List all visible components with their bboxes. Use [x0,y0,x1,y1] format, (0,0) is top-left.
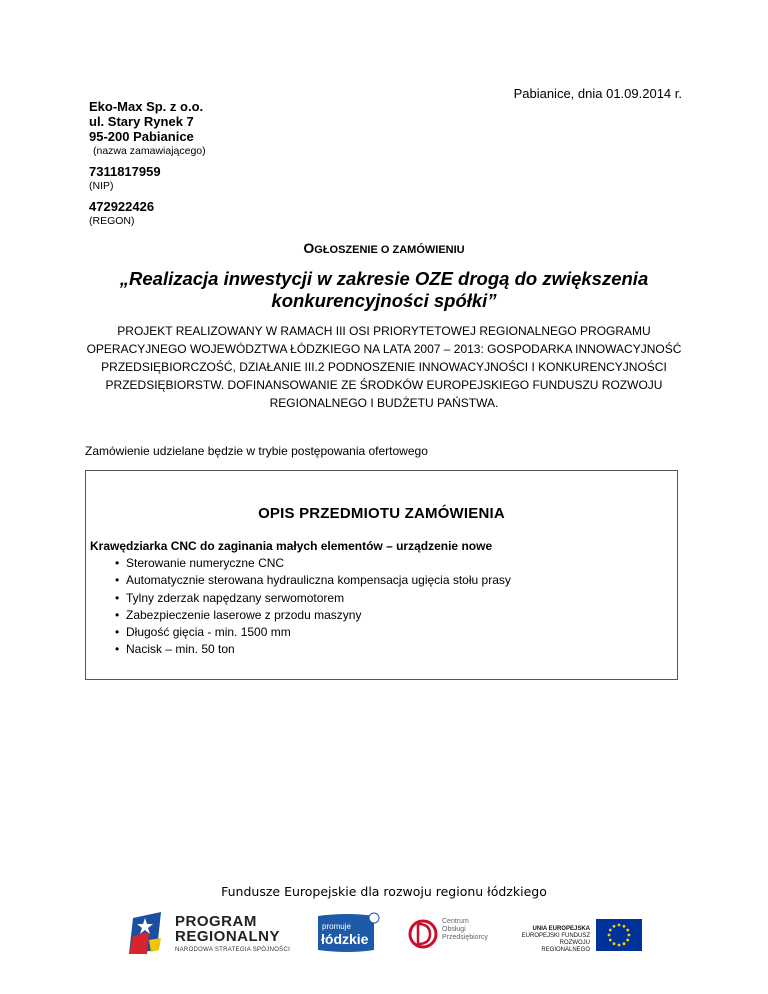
company-street: ul. Stary Rynek 7 [89,114,194,129]
list-item [90,590,511,607]
eu-line-2: EUROPEJSKI FUNDUSZ [521,933,590,939]
description-box [85,470,678,680]
list-item-text: Nacisk – min. 50 ton [126,642,235,657]
list-item [90,641,511,658]
bullet-icon: • [115,625,120,640]
bullet-icon: • [115,607,120,622]
funds-caption: Fundusze Europejskie dla rozwoju regionu łódzkiego [221,884,547,899]
regon-value: 472922426 [89,199,155,214]
cop-line-2: Obsługi [442,926,466,933]
company-name: Eko-Max Sp. z o.o. [89,99,204,114]
announcement-title [0,240,768,256]
bullet-icon: • [115,590,120,605]
project-line: OPERACYJNEGO WOJEWÓDZTWA ŁÓDZKIEGO NA LATA 2007 – 2013: GOSPODARKA INNOWACYJNOŚĆ [86,342,682,356]
promuje-big-text: łódzkie [321,931,369,947]
cop-logo [408,914,492,954]
list-item [90,607,511,624]
project-line: REGIONALNEGO I BUDŻETU PAŃSTWA. [269,396,499,410]
list-item [90,572,511,589]
project-line: PROJEKT REALIZOWANY W RAMACH III OSI PRIORYTETOWEJ REGIONALNEGO PROGRAMU [117,324,651,338]
list-item-text: Automatycznie sterowana hydrauliczna kompensacja ugięcia stołu prasy [126,573,511,588]
program-regionalny-logo [127,910,297,958]
regon-label: (REGON) [89,215,135,227]
bullet-icon: • [115,556,120,570]
cop-line-3: Przedsiębiorcy [442,934,488,941]
procedure-mode: Zamówienie udzielane będzie w trybie postępowania ofertowego [85,444,428,458]
company-label: (nazwa zamawiającego) [93,145,206,157]
description-box-title: OPIS PRZEDMIOTU ZAMÓWIENIA [258,505,505,522]
list-item [90,555,511,572]
announcement-subject [90,268,678,312]
cop-emblem-icon [408,916,438,952]
nip-value: 7311817959 [89,164,161,179]
item-title: Krawędziarka CNC do zaginania małych elementów – urządzenie nowe [90,539,493,553]
announcement-title-rest: GŁOSZENIE O ZAMÓWIENIU [314,244,465,256]
list-item-text: Długość gięcia - min. 1500 mm [126,625,291,640]
eu-line-1: UNIA EUROPEJSKA [532,926,590,932]
project-line: PRZEDSIĘBIORSTW. DOFINANSOWANIE ZE ŚRODKÓW EUROPEJSKIEGO FUNDUSZU ROZWOJU [105,378,663,392]
eu-line-3: ROZWOJU REGIONALNEGO [541,940,590,953]
subject-line-2: konkurencyjności spółki” [271,290,497,311]
list-item-text: Zabezpieczenie laserowe z przodu maszyny [126,607,362,622]
program-line-1: PROGRAM [175,913,257,930]
list-item-text: Tylny zderzak napędzany serwomotorem [126,590,345,605]
eu-logo [510,918,644,952]
promuje-lodzkie-logo [316,912,380,954]
bullet-icon: • [115,573,120,588]
eu-flag-icon [596,919,642,951]
promuje-small-text: promuje [322,922,351,931]
bullet-icon: • [115,642,120,657]
program-regionalny-emblem-icon [127,910,167,958]
list-item-text: Sterowanie numeryczne CNC [126,556,285,570]
subject-line-1: „Realizacja inwestycji w zakresie OZE drogą do zwiększenia [119,268,649,289]
announcement-title-initial: O [303,240,315,256]
program-subtitle: NARODOWA STRATEGIA SPÓJNOŚCI [175,947,291,953]
cop-line-1: Centrum [442,918,469,925]
nip-label: (NIP) [89,180,114,192]
requirements-list [90,555,511,659]
contracting-authority-block [89,99,206,229]
document-date: Pabianice, dnia 01.09.2014 r. [513,86,682,101]
project-line: PRZEDSIĘBIORCZOŚĆ, DZIAŁANIE III.2 PODNOSZENIE INNOWACYJNOŚCI I KONKURENCYJNOŚCI [101,360,667,374]
company-city: 95-200 Pabianice [89,129,194,144]
list-item [90,624,511,641]
program-line-2: REGIONALNY [175,928,281,945]
project-description [80,322,688,412]
